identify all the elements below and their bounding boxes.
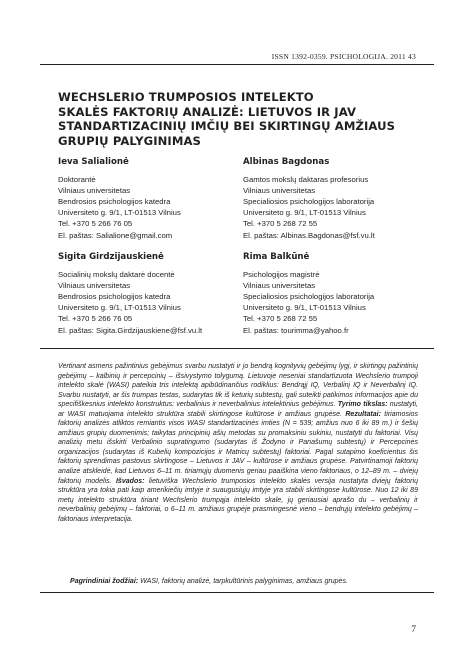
author-university: Vilniaus universitetas (243, 186, 316, 196)
author-email: El. paštas: tourimma@yahoo.fr (243, 325, 349, 335)
author-phone: Tel. +370 5 266 76 05 (58, 219, 133, 229)
article-title (58, 90, 428, 148)
author-block (58, 157, 181, 241)
author-name: Rima Balkūnė (243, 252, 310, 262)
author-phone: Tel. +370 5 266 76 05 (58, 314, 133, 324)
journal-header: ISSN 1392-0359. PSICHOLOGIJA. 2011 43 (271, 52, 416, 61)
author-name: Albinas Bagdonas (243, 157, 330, 167)
author-name: Ieva Salialionė (58, 157, 129, 167)
keywords (70, 578, 348, 585)
conclusions-label: Išvados: (115, 477, 145, 485)
author-position: Doktorantė (58, 175, 96, 185)
author-department: Specialiosios psichologijos laboratorija (243, 292, 375, 302)
author-position: Socialinių mokslų daktarė docentė (58, 270, 175, 280)
author-address: Universiteto g. 9/1, LT-01513 Vilnius (243, 208, 366, 218)
author-address: Universiteto g. 9/1, LT-01513 Vilnius (243, 303, 366, 313)
author-name: Sigita Girdzijauskienė (58, 252, 164, 262)
author-block (243, 157, 375, 241)
aim-text: nustatyti, ar WASI matuojama intelekto struktūra stabili skirtingose kultūrose ir amžiaus grupėse. (58, 401, 418, 418)
author-address: Universiteto g. 9/1, LT-01513 Vilnius (58, 208, 181, 218)
abstract-paragraph (58, 362, 418, 524)
abstract (58, 362, 418, 524)
keywords-label: Pagrindiniai žodžiai: (70, 578, 139, 585)
author-position: Psichologijos magistrė (243, 270, 320, 280)
title-line: STANDARTIZACINIŲ IMČIŲ BEI SKIRTINGŲ AMŽIAUS (58, 119, 396, 134)
author-address: Universiteto g. 9/1, LT-01513 Vilnius (58, 303, 181, 313)
author-university: Vilniaus universitetas (58, 186, 131, 196)
author-department: Specialiosios psichologijos laboratorija (243, 197, 375, 207)
author-block (243, 252, 374, 336)
header-rule (40, 64, 434, 65)
author-email: El. paštas: Albinas.Bagdonas@fsf.vu.lt (243, 230, 375, 240)
title-line: WECHSLERIO TRUMPOSIOS INTELEKTO (58, 90, 314, 104)
author-email: El. paštas: Salialione@gmail.com (58, 230, 173, 240)
title-line: GRUPIŲ PALYGINIMAS (58, 133, 202, 148)
keywords-text: WASI, faktorių analizė, tarpkultūrinis palyginimas, amžiaus grupės. (140, 578, 348, 585)
aim-label: Tyrimo tikslas: (337, 401, 388, 409)
abstract-bottom-rule (40, 592, 434, 593)
results-text: tiriamosios faktorių analizės atliktos remiantis visos WASI standartizacinės imties (N = 539; amžius nuo 6 iki 89 m.) ir šešių amžiaus grupių duomenimis; taikytas principinių ašių metodas su promaksiniu sukiniu, nustatyti du faktoriai. Visų analizių metu išskirti Verbalinio supratingumo (sudarytas iš Žodyno ir Panašumų subtestų) ir Percepcinės organizacijos (sudarytas iš Kubelių kompozicijos ir Matricų subtestų) faktoriai. Pagal sutapimo koeficientus šis faktorių sprendimas pastovus skirtingose – Lietuvos ir JAV – kultūrose ir amžiaus grupėse. Patvirtinamoji faktorių analizė atskleidė, kad Lietuvos 6–11 m. tiriamųjų duomenis geriau paaiškina vieno faktoriaus, o 12–89 m. – dviejų faktorių modelis. (58, 410, 418, 485)
author-department: Bendrosios psichologijos katedra (58, 292, 171, 302)
author-block (58, 252, 202, 336)
conclusions-text: lietuviška Wechslerio trumposios intelekto skalės versija nustatyta dviejų faktorių struktūra yra tokia pati kaip amerikiečių imtyje ir suaugusiųjų imtyje yra stabili skirtingose kultūrose. Nuo 12 iki 89 metų intelekto struktūra tiriant Wechslerio trumpąja intelekto skale, jų geriausiai aprašo du – verbalinių ir neverbalinių gebėjimų – faktoriai, o 6–11 m. amžiaus grupėje prasmingesnė vieno – bendrųjų intelekto gebėjimų – faktoriaus interpretacija. (58, 477, 418, 523)
author-university: Vilniaus universitetas (243, 281, 316, 291)
results-label: Rezultatai: (345, 410, 381, 418)
author-position: Gamtos mokslų daktaras profesorius (243, 175, 369, 185)
page-number: 7 (411, 625, 416, 635)
title-line: SKALĖS FAKTORIŲ ANALIZĖ: LIETUVOS IR JAV (58, 104, 357, 119)
author-phone: Tel. +370 5 268 72 55 (243, 314, 318, 324)
author-university: Vilniaus universitetas (58, 281, 131, 291)
author-department: Bendrosios psichologijos katedra (58, 197, 171, 207)
abstract-top-rule (40, 348, 434, 349)
author-phone: Tel. +370 5 268 72 55 (243, 219, 318, 229)
author-email: El. paštas: Sigita.Girdzijauskiene@fsf.vu.lt (58, 325, 203, 335)
abstract-lead: Vertinant asmens pažintinius gebėjimus svarbu nustatyti ir jo bendrą kognityvių gebėjimų lygį, ir skirtingų pažintinių gebėjimų – kalbinių ir percepcinių – išsivystymo tolygumą. Lietuvoje neseniai standartizuota Wechslerio trumpoji intelekto skalė (WASI) pateikia tris intelektą apibūdinančius rodiklius: Bendrąjį IQ, Verbalinį IQ ir Neverbalinį IQ. Svarbu nustatyti, ar šis trumpas testas, sudarytas tik iš keturių subtestų, gali suteikti patikimos informacijos apie du specifiškesnius intelekto konstruktus: verbalinius ir neverbalinius intelektinius gebėjimus. (58, 363, 418, 409)
